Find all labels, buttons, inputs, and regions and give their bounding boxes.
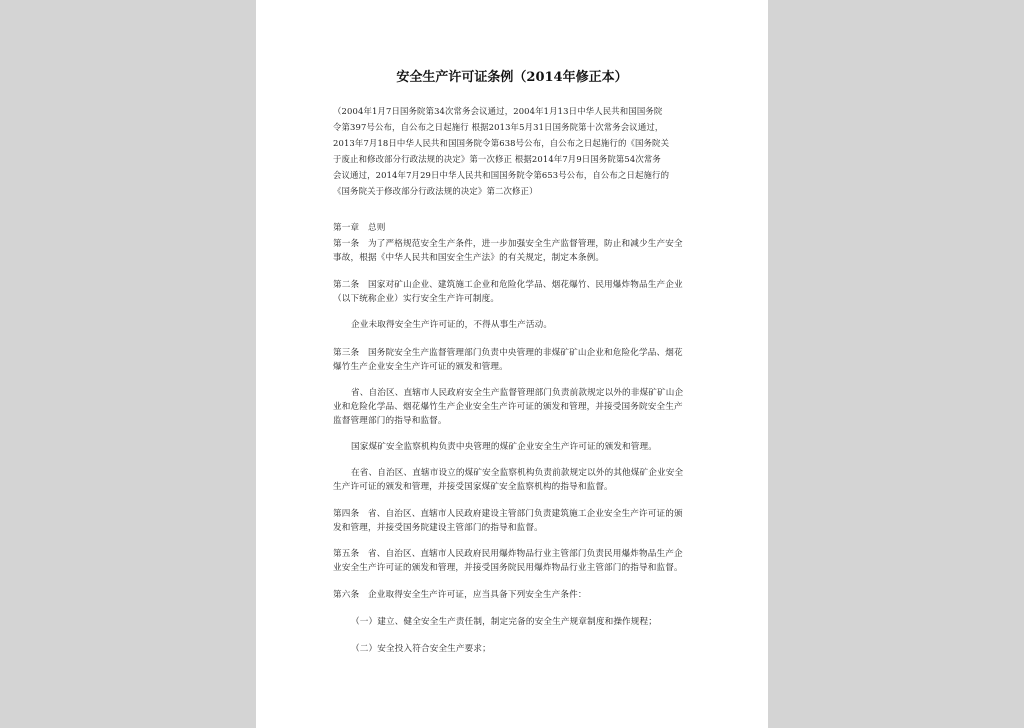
- article-3-paragraph-2-line: 业和危险化学品、烟花爆竹生产企业安全生产许可证的颁发和管理，并接受国务院安全生产: [333, 402, 683, 412]
- article-6-item: （一）建立、健全安全生产责任制，制定完备的安全生产规章制度和操作规程；: [351, 617, 658, 627]
- article-4-line: 第四条 省、自治区、直辖市人民政府建设主管部门负责建筑施工企业安全生产许可证的颁: [333, 509, 683, 519]
- article-2-paragraph: 企业未取得安全生产许可证的，不得从事生产活动。: [351, 320, 553, 330]
- document-page: [256, 0, 768, 728]
- article-2-line: （以下统称企业）实行安全生产许可制度。: [333, 294, 500, 304]
- article-4-line: 发和管理，并接受国务院建设主管部门的指导和监督。: [333, 523, 543, 533]
- revision-note-line: 会议通过，2014年7月29日中华人民共和国国务院令第653号公布，自公布之日起施行的: [333, 170, 670, 180]
- article-1-line: 第一条 为了严格规范安全生产条件，进一步加强安全生产监督管理，防止和减少生产安全: [333, 239, 683, 249]
- article-3-line: 爆竹生产企业安全生产许可证的颁发和管理。: [333, 362, 508, 372]
- revision-note: [333, 103, 701, 199]
- article-2-line: 第二条 国家对矿山企业、建筑施工企业和危险化学品、烟花爆竹、民用爆炸物品生产企业: [333, 280, 683, 290]
- article-3-paragraph-4-line: 生产许可证的颁发和管理，并接受国家煤矿安全监察机构的指导和监督。: [333, 482, 613, 492]
- revision-note-line: 于废止和修改部分行政法规的决定》第一次修正 根据2014年7月9日国务院第54次常务: [333, 154, 661, 164]
- document-title: 安全生产许可证条例（2014年修正本）: [396, 70, 628, 85]
- article-3-paragraph-2-line: 监督管理部门的指导和监督。: [333, 416, 447, 426]
- chapter-heading: 第一章 总则: [333, 223, 386, 233]
- revision-note-line: 2013年7月18日中华人民共和国国务院令第638号公布，自公布之日起施行的《国务院关: [333, 138, 670, 148]
- revision-note-line: （2004年1月7日国务院第34次常务会议通过，2004年1月13日中华人民共和国国务院: [333, 106, 663, 116]
- article-3-paragraph-4-line: 在省、自治区、直辖市设立的煤矿安全监察机构负责前款规定以外的其他煤矿企业安全: [351, 468, 684, 478]
- article-3-line: 第三条 国务院安全生产监督管理部门负责中央管理的非煤矿矿山企业和危险化学品、烟花: [333, 348, 683, 358]
- article-3-paragraph-3: 国家煤矿安全监察机构负责中央管理的煤矿企业安全生产许可证的颁发和管理。: [351, 442, 658, 452]
- article-6-item: （二）安全投入符合安全生产要求；: [351, 644, 491, 654]
- article-1-line: 事故，根据《中华人民共和国安全生产法》的有关规定，制定本条例。: [333, 253, 605, 263]
- revision-note-line: 《国务院关于修改部分行政法规的决定》第二次修正）: [333, 186, 538, 196]
- article-5-line: 业安全生产许可证的颁发和管理，并接受国务院民用爆炸物品行业主管部门的指导和监督。: [333, 563, 683, 573]
- article-3-paragraph-2-line: 省、自治区、直辖市人民政府安全生产监督管理部门负责前款规定以外的非煤矿矿山企: [351, 388, 684, 398]
- revision-note-line: 令第397号公布，自公布之日起施行 根据2013年5月31日国务院第十次常务会议通过，: [333, 122, 664, 132]
- article-6-line: 第六条 企业取得安全生产许可证，应当具备下列安全生产条件：: [333, 590, 587, 600]
- article-5-line: 第五条 省、自治区、直辖市人民政府民用爆炸物品行业主管部门负责民用爆炸物品生产企: [333, 549, 683, 559]
